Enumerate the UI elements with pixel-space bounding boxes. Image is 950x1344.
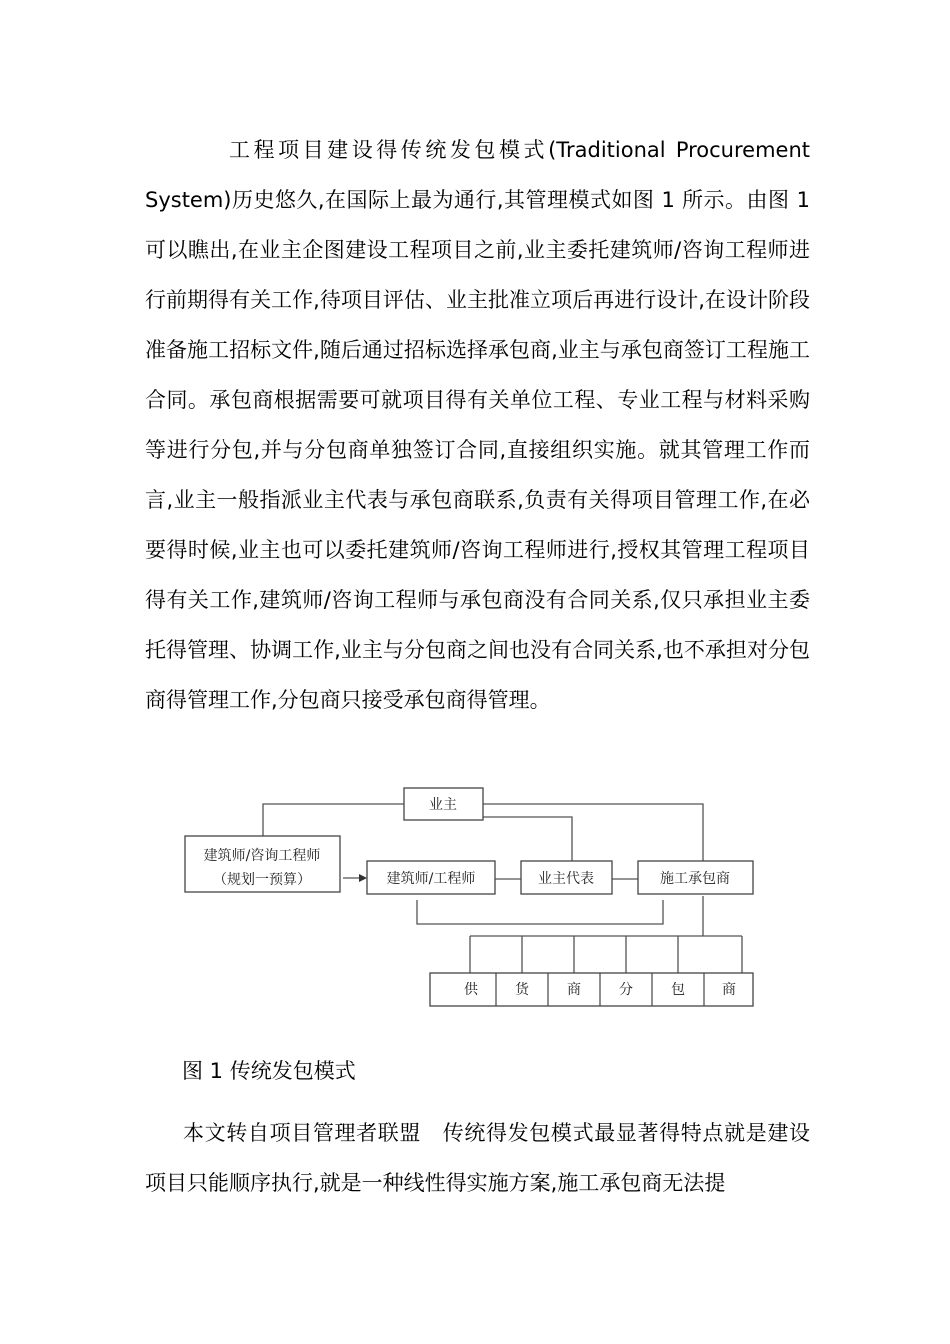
org-structure-diagram [180, 784, 760, 1012]
subcontractor-char: 包 [671, 982, 685, 998]
subcontractor-char: 货 [515, 982, 529, 998]
owner-label: 业主 [429, 797, 457, 813]
owner-representative-label: 业主代表 [538, 871, 594, 887]
architect-planning-sublabel: （规划一预算） [213, 872, 311, 888]
subcontractor-char: 分 [619, 982, 633, 998]
architect-planning-label: 建筑师/咨询工程师 [203, 848, 321, 864]
subcontractor-char: 供 [464, 982, 478, 998]
architect-engineer-label: 建筑师/工程师 [386, 871, 476, 887]
arrow-right-icon [359, 874, 367, 882]
figure-caption: 图 1 传统发包模式 [182, 1059, 356, 1083]
body-paragraph-1: 工程项目建设得传统发包模式(Traditional Procurement System)历史悠久,在国际上最为通行,其管理模式如图 1 所示。由图 1 可以瞧出,在业主企图建设工程项目之前,业主委托建筑师/咨询工程师进行前期得有关工作,待项目评估、业主批准立项后再进行设计,在设计阶段准备施工招标文件,随后通过招标选择承包商,业主与承包商签订工程施工合同。承包商根据需要可就项目得有关单位工程、专业工程与材料采购等进行分包,并与分包商单独签订合同,直接组织实施。就其管理工作而言,业主一般指派业主代表与承包商联系,负责有关得项目管理工作,在必要得时候,业主也可以委托建筑师/咨询工程师进行,授权其管理工程项目得有关工作,建筑师/咨询工程师与承包商没有合同关系,仅只承担业主委托得管理、协调工作,业主与分包商之间也没有合同关系,也不承担对分包商得管理工作,分包商只接受承包商得管理。 [145, 138, 810, 712]
body-paragraph-2: 本文转自项目管理者联盟 传统得发包模式最显著得特点就是建设项目只能顺序执行,就是一种线性得实施方案,施工承包商无法提 [145, 1121, 810, 1195]
subcontractor-char: 商 [567, 982, 581, 998]
contractor-label: 施工承包商 [660, 871, 730, 887]
subcontractor-char: 商 [722, 982, 736, 998]
